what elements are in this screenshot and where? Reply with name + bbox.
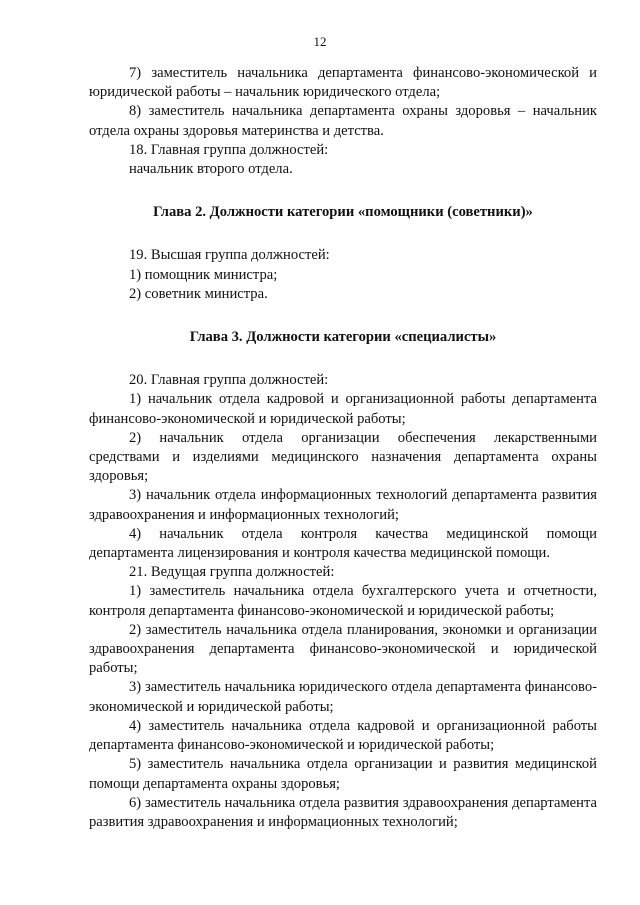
document-body — [89, 64, 597, 832]
paragraph: 3) заместитель начальника юридического отдела департамента финансово-экономической и юридической работы; — [89, 679, 597, 715]
page-number: 12 — [313, 34, 327, 49]
paragraph: 2) заместитель начальника отдела планирования, экономки и организации здравоохранения департамента финансово-экономической и юридической работы; — [89, 621, 597, 677]
paragraph: 1) заместитель начальника отдела бухгалтерского учета и отчетности, контроля департамента финансово-экономической и юридической работы; — [89, 583, 597, 619]
paragraph: 1) начальник отдела кадровой и организационной работы департамента финансово-экономической и юридической работы; — [89, 391, 597, 427]
chapter-heading: Глава 2. Должности категории «помощники (советники)» — [153, 204, 533, 221]
paragraph: 5) заместитель начальника отдела организации и развития медицинской помощи департамента охраны здоровья; — [89, 756, 597, 792]
paragraph: 4) начальник отдела контроля качества медицинской помощи департамента лицензирования и контроля качества медицинской помощи. — [89, 525, 597, 562]
paragraph: 2) начальник отдела организации обеспечения лекарственными средствами и изделиями медицинского назначения департамента охраны здоровья; — [89, 429, 597, 485]
paragraph: 18. Главная группа должностей: — [129, 141, 329, 158]
paragraph: 6) заместитель начальника отдела развития здравоохранения департамента развития здравоохранения и информационных технологий; — [89, 794, 597, 830]
paragraph: 19. Высшая группа должностей: — [129, 247, 330, 264]
paragraph: 1) помощник министра; — [129, 266, 278, 283]
paragraph: 4) заместитель начальника отдела кадровой и организационной работы департамента финансово-экономической и юридической работы; — [89, 717, 597, 754]
paragraph: 3) начальник отдела информационных технологий департамента развития здравоохранения и информационных технологий; — [89, 487, 597, 523]
chapter-heading: Глава 3. Должности категории «специалисты» — [189, 329, 497, 346]
paragraph: начальник второго отдела. — [129, 161, 293, 178]
paragraph: 20. Главная группа должностей: — [129, 372, 329, 389]
paragraph: 7) заместитель начальника департамента финансово-экономической и юридической работы – начальник юридического отдела; — [89, 65, 597, 101]
paragraph: 2) советник министра. — [129, 285, 268, 302]
paragraph: 21. Ведущая группа должностей: — [129, 564, 335, 581]
paragraph: 8) заместитель начальника департамента охраны здоровья – начальник отдела охраны здоровья материнства и детства. — [89, 103, 597, 139]
